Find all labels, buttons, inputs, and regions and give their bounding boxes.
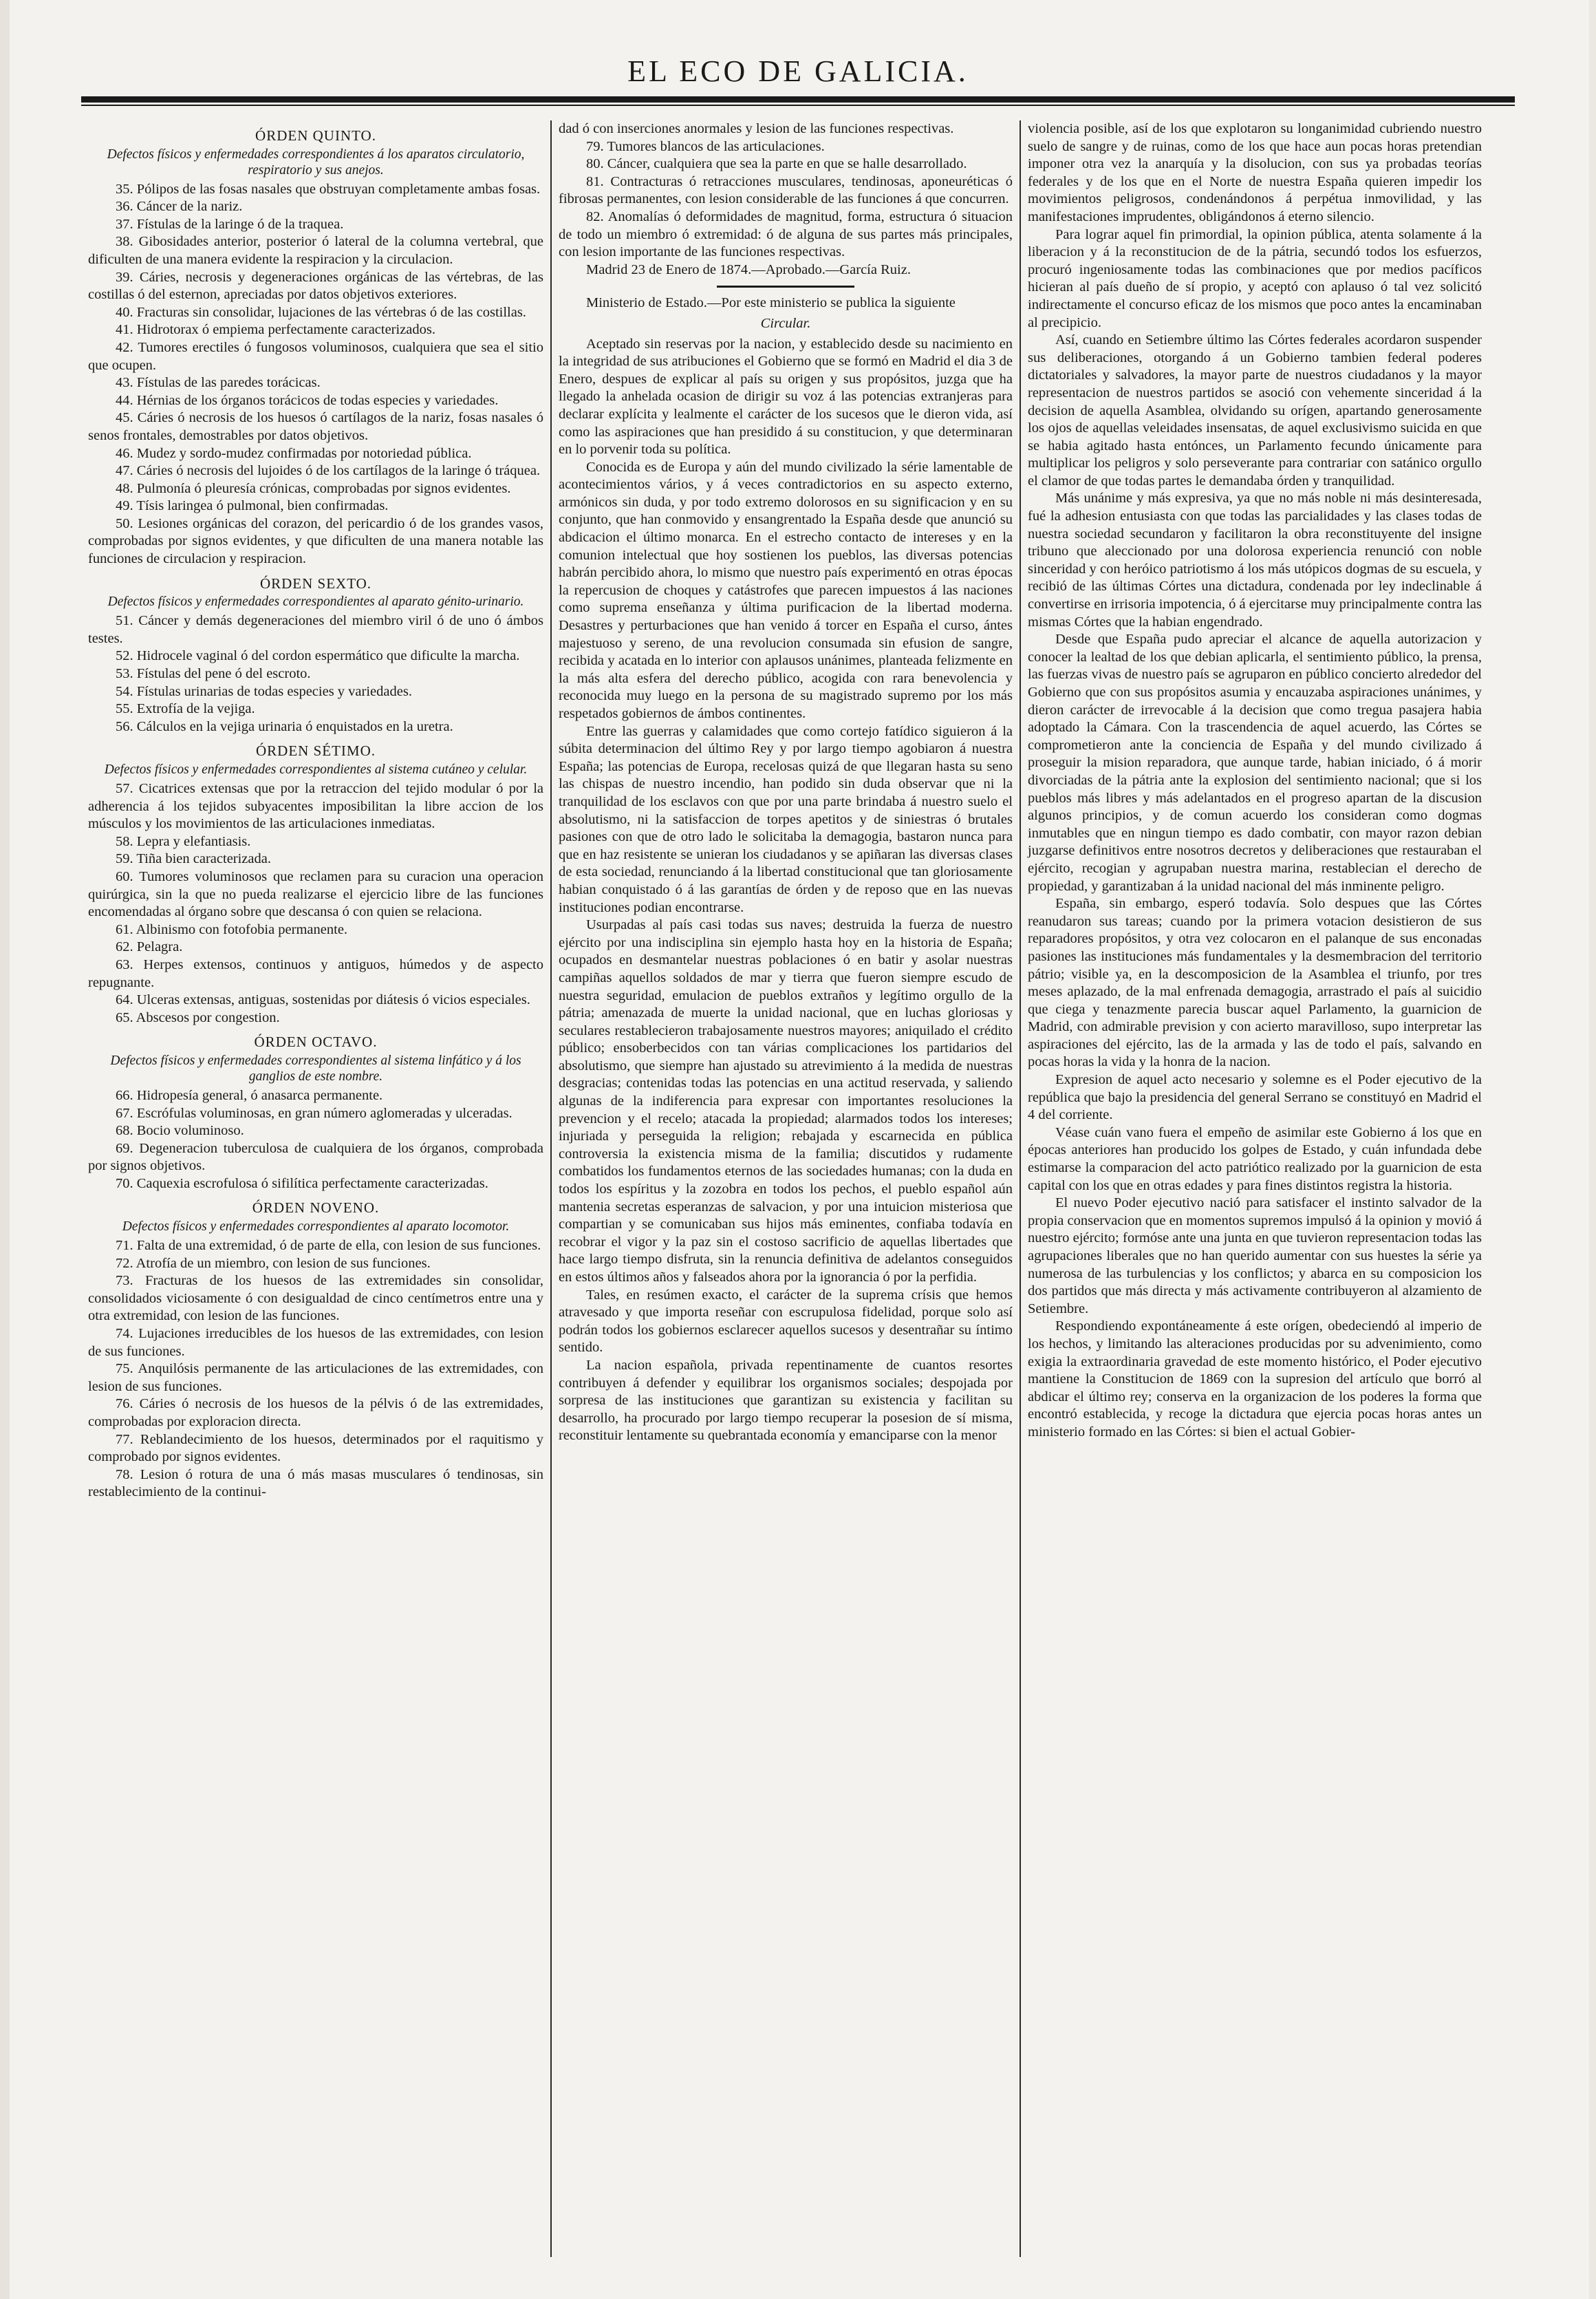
list-item: 50. Lesiones orgánicas del corazon, del pericardio ó de los grandes vasos, comprobadas por signos evidentes, y que dificulten de una manera notable las funciones de circulacion y respiracion. <box>88 515 543 567</box>
list-item: 40. Fracturas sin consolidar, lujaciones de las vértebras ó de las costillas. <box>116 304 526 320</box>
masthead-rule-thick <box>81 96 1515 103</box>
list-item: 49. Tísis laringea ó pulmonal, bien confirmadas. <box>116 498 389 514</box>
section-subheading: Defectos físicos y enfermedades correspondientes al sistema linfático y á los ganglios de este nombre. <box>110 1053 521 1084</box>
paragraph: La nacion española, privada repentinamente de cuantos resortes contribuyen á defender y equilibrar los organismos sociales; despojada por sorpresa de las instituciones que garantizan su existencia y facilitan su desarrollo, ha procurado por largo tiempo recuperar la posesion de sí misma, reconstituir lentamente su quebrantada economía y emanciparse con la menor <box>559 1357 1013 1444</box>
paragraph: Para lograr aquel fin primordial, la opinion pública, atenta solamente á la liberacion y á la reconstitucion de de la pátria, secundó todos los esfuerzos, procuró ingeniosamente todas las combinaciones que por medios pacíficos hicieran al país dueño de sí propio, y aceptó con aplauso ó tal vez solicitó indirectamente el concurso eficaz de los mismos que poco antes la encaminaban al precipicio. <box>1028 226 1482 330</box>
list-item: 69. Degeneracion tuberculosa de cualquiera de los órganos, comprobada por signos objetivos. <box>88 1140 543 1174</box>
list-item: 73. Fracturas de los huesos de las extremidades sin consolidar, consolidados viciosamente ó con desigualdad de cinco centímetros entre una y otra extremidad, con lesion de las funciones. <box>88 1273 543 1324</box>
list-item: 74. Lujaciones irreducibles de los huesos de las extremidades, con lesion de sus funciones. <box>88 1326 543 1359</box>
section-heading: ÓRDEN SÉTIMO. <box>256 742 376 760</box>
list-item: 57. Cicatrices extensas que por la retraccion del tejido modular ó por la adherencia á los tejidos subyacentes imposibilitan la libre accion de los músculos y los movimientos de las articulaciones inmediatas. <box>88 781 543 832</box>
section-subheading: Defectos físicos y enfermedades correspondientes á los aparatos circulatorio, respiratorio y sus anejos. <box>107 147 525 178</box>
column-3 <box>1020 120 1489 2257</box>
list-item: 66. Hidropesía general, ó anasarca permanente. <box>116 1087 383 1103</box>
list-item: 35. Pólipos de las fosas nasales que obstruyan completamente ambas fosas. <box>116 181 541 197</box>
paragraph: Desde que España pudo apreciar el alcance de aquella autorizacion y conocer la lealtad de los que debian aplicarla, el sentimiento público, la prensa, las fuerzas vivas de nuestro país se agruparon en público concierto alrededor del Gobierno que con sus propósitos asumia y encauzaba aspiraciones unánimes, y dieron carácter de irrevocable á la decision que como tregua pasajera habia adoptado la Cámara. Con la trascendencia de aquel acuerdo, las Córtes se comprometieron ante la conciencia de España y del mundo civilizado á proseguir la mision reparadora, que aunque tarde, habian iniciado, ó á morir divorciadas de la pátria ante la explosion del sentimiento nacional; que si los pueblos más libres y más adelantados en el progreso apartan de la discusion algunos principios, y de comun acuerdo los consideran como dogmas inmutables que en ningun tiempo es dado combatir, con mayor razon debian juzgarse definitivos entre nosotros decretos y deliberaciones que restauraban el ejército, recogian y agrupaban nuestra marina, restablecian el derecho de propiedad, y garantizaban á la unidad nacional del más inminente peligro. <box>1028 632 1482 894</box>
section-heading: ÓRDEN OCTAVO. <box>254 1034 378 1051</box>
section-subheading: Defectos físicos y enfermedades correspondientes al aparato locomotor. <box>122 1219 510 1234</box>
list-item: 41. Hidrotorax ó empiema perfectamente caracterizados. <box>116 322 436 338</box>
list-item: 48. Pulmonía ó pleuresía crónicas, comprobadas por signos evidentes. <box>116 480 511 496</box>
list-item: 47. Cáries ó necrosis del lujoides ó de los cartílagos de la laringe ó tráquea. <box>116 463 541 479</box>
column-1 <box>81 120 550 2257</box>
columns <box>81 120 1515 2257</box>
list-item: 61. Albinismo con fotofobia permanente. <box>116 921 348 937</box>
paragraph: Así, cuando en Setiembre último las Córtes federales acordaron suspender sus deliberaciones, otorgando á un Gobierno tambien federal poderes dictatoriales y salvadores, la mayor parte de nuestros ciudadanos y la mayor representacion de nuestros partidos se asoció con vehemente sinceridad á la decision de aquella Asamblea, olvidando su orígen, apartando generosamente los ojos de aquellas veleidades insensatas, de aquel exclusivismo suicida en que se habia agitado hasta entónces, un Parlamento fecundo únicamente para multiplicar los peligros y solo perseverante para contrariar con satánico orgullo el clamor de que todas partes le demandaba órden y tranquilidad. <box>1028 332 1482 489</box>
continuation-text: dad ó con inserciones anormales y lesion de las funciones respectivas. <box>559 121 954 136</box>
list-item: 42. Tumores erectiles ó fungosos voluminosos, cualquiera que sea el sitio que ocupen. <box>88 339 543 373</box>
paragraph: Aceptado sin reservas por la nacion, y establecido desde su nacimiento en la integridad de sus atribuciones el Gobierno que se formó en Madrid el dia 3 de Enero, despues de explicar al país su origen y sus propósitos, juzga que ha llegado la anhelada ocasion de dirigir su voz á las potencias extranjeras para declarar explícita y lealmente el carácter de los sucesos que le dieron vida, así como las aspiraciones que han presidido á su constitucion, y que determinaran en lo porvenir toda su política. <box>559 336 1013 458</box>
page-edge-left <box>0 0 10 2299</box>
list-item: 78. Lesion ó rotura de una ó más masas musculares ó tendinosas, sin restablecimiento de la continui- <box>88 1466 543 1500</box>
list-item: 80. Cáncer, cualquiera que sea la parte en que se halle desarrollado. <box>586 156 967 172</box>
ministry-intro: Ministerio de Estado.—Por este ministerio se publica la siguiente <box>586 295 956 311</box>
list-item: 76. Cáries ó necrosis de los huesos de la pélvis ó de las extremidades, comprobadas por exploracion directa. <box>88 1396 543 1429</box>
paragraph: España, sin embargo, esperó todavía. Solo despues que las Córtes reanudaron sus tareas; cuando por la primera votacion desistieron de sus reparadores propósitos, y otra vez colocaron en el palanque de sus enconadas pasiones las instituciones más fundamentales y la desmembracion del territorio pátrio; visible ya, en la descomposicion de la Asamblea el triunfo, por tres meses aplazado, de la mal enfrenada demagogia, arrastrado el país al suicidio que ciega y tenazmente parecia buscar aquel Parlamento, la guarnicion de Madrid, con admirable prevision y con acierto maravilloso, supo interpretar las aspiraciones del ejército, las de la armada y las de todo el país, salvando en pocas horas la vida y la honra de la nacion. <box>1028 896 1482 1070</box>
list-item: 65. Abscesos por congestion. <box>116 1009 280 1025</box>
list-item: 67. Escrófulas voluminosas, en gran número aglomeradas y ulceradas. <box>116 1105 513 1121</box>
list-item: 36. Cáncer de la nariz. <box>116 199 243 215</box>
list-item: 70. Caquexia escrofulosa ó sifilítica perfectamente caracterizadas. <box>116 1175 488 1191</box>
section-subheading: Defectos físicos y enfermedades correspondientes al aparato génito-urinario. <box>107 595 524 610</box>
list-item: 56. Cálculos en la vejiga urinaria ó enquistados en la uretra. <box>116 718 453 734</box>
list-item: 51. Cáncer y demás degeneraciones del miembro viril ó de uno ó ámbos testes. <box>88 613 543 646</box>
paragraph: Usurpadas al país casi todas sus naves; destruida la fuerza de nuestro ejército por una indisciplina sin ejemplo hasta hoy en la historia de España; ocupados en desmantelar nuestras poblaciones ó en batir y asolar nuestras campiñas aquellos soldados de mar y tierra que fueron siempre escudo de nuestra seguridad, emulacion de pueblos extraños y legítimo orgullo de la pátria; amenazada de muerte la unidad nacional, que en luchas gloriosas y seculares restablecieron trabajosamente nuestros mayores; aniquilado el crédito público; ensoberbecidos con tan várias complicaciones los partidarios del absolutismo, que siempre han ajustado su atrevimiento á la medida de nuestras desgracias; contenidas todas las potencias en una actitud reservada, y saliendo algunas de la indiferencia para expresar con importantes resoluciones la prevencion y el recelo; atacada la propiedad; alarmados todos los intereses; injuriada y perseguida la religion; rebajada y escarnecida en pública controversia la existencia misma de la familia; discutidos y rudamente combatidos los fundamentos eternos de las sociedades humanas; con la duda en todos los espíritus y la zozobra en todos los pechos, el pueblo español aún mantenia secretas esperanzas de salvacion, y por una intuicion misteriosa que compartian y se comunicaban sus hijos más eminentes, confiaba todavía en recobrar el vigor y la paz sin el costoso sacrificio de aquellas libertades que hace largo tiempo disfruta, sin la renuncia definitiva de adelantos conseguidos en estos últimos años y falseados ahora por la ignorancia ó por la perfidia. <box>559 917 1013 1285</box>
list-item: 60. Tumores voluminosos que reclamen para su curacion una operacion quirúrgica, sin la que no pueda realizarse el ejercicio libre de las funciones encomendadas al órgano sobre que descansa ó con quien se relaciona. <box>88 868 543 920</box>
list-item: 75. Anquilósis permanente de las articulaciones de las extremidades, con lesion de sus funciones. <box>88 1361 543 1394</box>
list-item: 46. Mudez y sordo-mudez confirmadas por notoriedad pública. <box>116 445 472 461</box>
signature-line: Madrid 23 de Enero de 1874.—Aprobado.—García Ruiz. <box>586 261 911 277</box>
list-item: 52. Hidrocele vaginal ó del cordon espermático que dificulte la marcha. <box>116 648 520 664</box>
list-item: 68. Bocio voluminoso. <box>116 1123 244 1139</box>
section-heading: ÓRDEN QUINTO. <box>255 127 376 144</box>
masthead <box>0 0 1596 103</box>
list-item: 72. Atrofía de un miembro, con lesion de sus funciones. <box>116 1255 431 1271</box>
list-item: 64. Ulceras extensas, antiguas, sostenidas por diátesis ó vicios especiales. <box>116 992 530 1008</box>
section-heading: ÓRDEN SEXTO. <box>259 575 372 592</box>
page-edge-right <box>1589 0 1596 2299</box>
paragraph: Más unánime y más expresiva, ya que no más noble ni más desinteresada, fué la adhesion entusiasta con que todas las parcialidades y las clases todas de nuestra sociedad secundaron y facilitaron la obra reconstituyente del insigne tribuno que aleccionado por una dolorosa experiencia renunció con noble sinceridad y con heróico patriotismo á los más utópicos dogmas de su escuela, y recibió de las últimas Córtes una dictadura, condenada por ley indeclinable á convertirse en irrisoria impotencia, ó á ejercitarse muy principalmente contra las mismas Córtes que la habian engendrado. <box>1028 491 1482 630</box>
list-item: 79. Tumores blancos de las articulaciones. <box>586 138 825 154</box>
paragraph: Expresion de aquel acto necesario y solemne es el Poder ejecutivo de la república que bajo la presidencia del general Serrano se constituyó en Madrid el 4 del corriente. <box>1028 1072 1482 1123</box>
paragraph: El nuevo Poder ejecutivo nació para satisfacer el instinto salvador de la propia conservacion que en momentos supremos impulsó á la opinion y movió á nuestro ejército; formóse ante una junta en que tuvieron representacion todas las agrupaciones liberales que no han querido aumentar con sus huestes la série ya numerosa de las turbulencias y los conflictos; y abarca en su composicion los dos partidos que más directa y más activamente contribuyeron al alzamiento de Setiembre. <box>1028 1195 1482 1316</box>
list-item: 62. Pelagra. <box>116 939 183 955</box>
paragraph: Conocida es de Europa y aún del mundo civilizado la série lamentable de acontecimientos vários, y á veces contradictorios en su aspecto externo, armónicos sin duda, y por todo extremo dolorosos en su significacion y en su conjunto, que han conmovido y ensangrentado la España desde que anunció su abdicacion el último monarca. En el estrecho contacto de intereses y en la comunion intelectual que hoy sostienen los pueblos, las diversas potencias habrán percibido ahora, lo mismo que nuestro país experimentó en otras épocas la repercusion de choques y catástrofes que parecen impuestos á las naciones como suprema enseñanza y última purificacion de la libertad moderna. Desastres y perturbaciones que han venido á torcer en España el curso, ántes majestuoso y sereno, de una revolucion consumada sin efusion de sangre, recibida y acatada en lo interior con aplausos unánimes, planteada felizmente en la más alta esfera del derecho público, acogida con rara benevolencia y reconocida muy luego en la persona de su magistrado supremo por los más respetados gobiernos de ámbos continentes. <box>559 459 1013 721</box>
list-item: 44. Hérnias de los órganos torácicos de todas especies y variedades. <box>116 392 499 408</box>
list-item: 53. Fístulas del pene ó del escroto. <box>116 666 311 682</box>
article-divider <box>717 286 854 288</box>
list-item: 38. Gibosidades anterior, posterior ó lateral de la columna vertebral, que dificulten de una manera evidente la respiracion y la circulacion. <box>88 234 543 267</box>
newspaper-title: EL ECO DE GALICIA. <box>627 54 969 88</box>
list-item: 39. Cáries, necrosis y degeneraciones orgánicas de las vértebras, de las costillas ó del esternon, apreciadas por datos objetivos exteriores. <box>88 269 543 303</box>
list-item: 77. Reblandecimiento de los huesos, determinados por el raquitismo y comprobado por signos evidentes. <box>88 1431 543 1465</box>
paragraph: Tales, en resúmen exacto, el carácter de la suprema crísis que hemos atravesado y que importa reseñar con escrupulosa fidelidad, porque solo así podrán todos los gobiernos esclarecer aquellos sucesos y desentrañar su íntimo sentido. <box>559 1287 1013 1356</box>
list-item: 58. Lepra y elefantiasis. <box>116 833 251 849</box>
paragraph: Véase cuán vano fuera el empeño de asimilar este Gobierno á los que en épocas anteriores han producido los golpes de Estado, y cuán infundada debe estimarse la comparacion del acto patriótico realizado por la guarnicion de esta capital con los que en otras edades y para fines distintos registra la historia. <box>1028 1124 1482 1193</box>
list-item: 59. Tiña bien caracterizada. <box>116 851 271 867</box>
list-item: 81. Contracturas ó retracciones musculares, tendinosas, aponeuréticas ó fibrosas permanentes, con lesion considerable de las funciones á que concurren. <box>559 173 1013 207</box>
list-item: 55. Extrofía de la vejiga. <box>116 701 255 717</box>
column-2 <box>550 120 1020 2257</box>
circular-title: Circular. <box>760 315 811 331</box>
list-item: 54. Fístulas urinarias de todas especies y variedades. <box>116 683 412 699</box>
paragraph: violencia posible, así de los que explotaron su longanimidad cubriendo nuestro suelo de sangre y de ruinas, como de los que hace aun pocas horas pretendian imponer otra vez la anarquía y la disolucion, con sus ya probadas teorías federales y de los que en el Norte de nuestra España quieren impedir los movimientos peligrosos, condenándonos á perpétua inmovilidad, y las manifestaciones imprudentes, obligándonos á eterno silencio. <box>1028 121 1482 224</box>
list-item: 63. Herpes extensos, continuos y antiguos, húmedos y de aspecto repugnante. <box>88 956 543 990</box>
list-item: 82. Anomalías ó deformidades de magnitud, forma, estructura ó situacion de todo un miembro ó extremidad: ó de alguna de sus partes más principales, con lesion importante de las funciones respectivas. <box>559 208 1013 260</box>
section-subheading: Defectos físicos y enfermedades correspondientes al sistema cutáneo y celular. <box>104 762 528 777</box>
masthead-rule-thin <box>81 105 1515 106</box>
paragraph: Entre las guerras y calamidades que como cortejo fatídico siguieron á la súbita determinacion del último Rey y por largo tiempo agobiaron á nuestra España; las potencias de Europa, recelosas quizá de que llegaran hasta su seno las chispas de nuestro incendio, han podido sin duda observar que ni la tranquilidad de los esclavos con que por una parte brindaba á nuestro suelo el absolutismo, ni la satisfaccion de torpes apetitos y de siniestras ó brutales pasiones con que de otro lado le solicitaba la demagogia, bastaron nunca para que en haz resistente se unieran los ciudadanos y se apiñaran las diversas clases de esta sociedad, renunciando á la libertad constitucional que tan gloriosamente habian conquistado ó á las garantías de órden y de reposo que en las nuevas instituciones podian encontrarse. <box>559 723 1013 915</box>
list-item: 43. Fístulas de las paredes torácicas. <box>116 375 321 391</box>
paragraph: Respondiendo expontáneamente á este orígen, obedeciendó al imperio de los hechos, y limitando las alteraciones producidas por su advenimiento, como exigia la extraordinaria gravedad de este momento histórico, el Poder ejecutivo mantiene la Constitucion de 1869 con la supresion del artículo que borró al abdicar el último rey; conserva en la organizacion de los poderes la forma que encontró establecida, y recoge la dictadura que ejercia pocas horas antes un ministerio formado en las Córtes: si bien el actual Gobier- <box>1028 1318 1482 1440</box>
list-item: 45. Cáries ó necrosis de los huesos ó cartílagos de la nariz, fosas nasales ó senos frontales, demostrables por datos objetivos. <box>88 410 543 443</box>
section-heading: ÓRDEN NOVENO. <box>252 1199 380 1217</box>
list-item: 37. Fístulas de la laringe ó de la traquea. <box>116 216 344 232</box>
list-item: 71. Falta de una extremidad, ó de parte de ella, con lesion de sus funciones. <box>116 1238 541 1254</box>
